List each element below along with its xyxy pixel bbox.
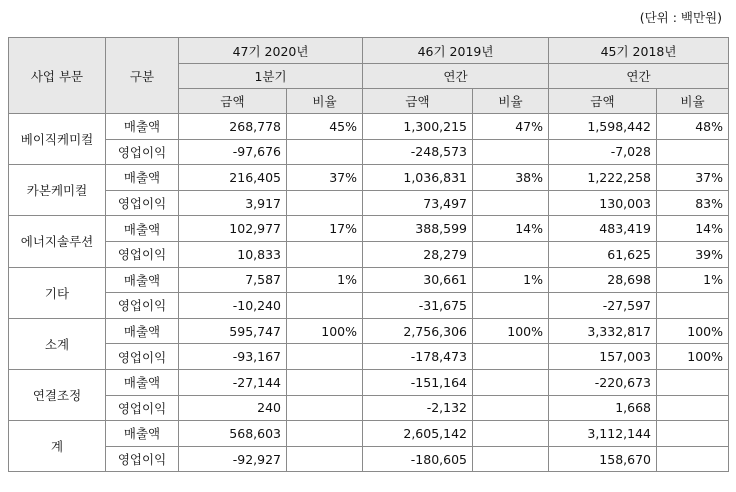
segment-name: 계 [9,421,106,472]
ratio-cell [473,369,549,395]
ratio-cell [657,421,729,447]
ratio-cell: 1% [657,267,729,293]
ratio-cell [657,446,729,472]
table-row [9,139,729,165]
table-body [9,114,729,472]
header-amount: 금액 [363,89,473,114]
table-row [9,421,729,447]
row-label: 매출액 [106,216,179,242]
table-row [9,446,729,472]
row-label: 영업이익 [106,293,179,319]
row-label: 영업이익 [106,395,179,421]
unit-note: (단위 : 백만원) [639,10,722,25]
amount-cell: 10,833 [179,241,287,267]
ratio-cell [473,190,549,216]
table-row [9,344,729,370]
header-ratio: 비율 [287,89,363,114]
table-row [9,114,729,140]
amount-cell: 595,747 [179,318,287,344]
amount-cell: 2,605,142 [363,421,473,447]
amount-cell: 73,497 [363,190,473,216]
header-period-2019: 46기 2019년 [363,38,549,64]
ratio-cell: 100% [287,318,363,344]
ratio-cell: 100% [473,318,549,344]
ratio-cell [287,344,363,370]
header-segment: 사업 부문 [9,38,106,114]
amount-cell: -7,028 [549,139,657,165]
amount-cell: 268,778 [179,114,287,140]
ratio-cell: 45% [287,114,363,140]
row-label: 매출액 [106,114,179,140]
amount-cell: -178,473 [363,344,473,370]
amount-cell: -248,573 [363,139,473,165]
ratio-cell [287,139,363,165]
header-period-2020q1-sub: 1분기 [179,64,363,89]
ratio-cell: 14% [657,216,729,242]
ratio-cell [473,241,549,267]
segment-name: 연결조정 [9,369,106,420]
amount-cell: 158,670 [549,446,657,472]
amount-cell: 28,279 [363,241,473,267]
amount-cell: -220,673 [549,369,657,395]
ratio-cell: 100% [657,344,729,370]
ratio-cell [287,395,363,421]
ratio-cell [473,293,549,319]
amount-cell: 7,587 [179,267,287,293]
amount-cell: 28,698 [549,267,657,293]
amount-cell: -27,597 [549,293,657,319]
ratio-cell: 47% [473,114,549,140]
header-period-2018: 45기 2018년 [549,38,729,64]
table-row [9,267,729,293]
ratio-cell [287,446,363,472]
amount-cell: 1,668 [549,395,657,421]
amount-cell: 3,917 [179,190,287,216]
amount-cell: -10,240 [179,293,287,319]
ratio-cell [473,139,549,165]
financial-segment-table [8,37,729,472]
amount-cell: 1,300,215 [363,114,473,140]
amount-cell: 568,603 [179,421,287,447]
header-type: 구분 [106,38,179,114]
amount-cell: 3,332,817 [549,318,657,344]
ratio-cell [657,139,729,165]
amount-cell: -180,605 [363,446,473,472]
ratio-cell [287,293,363,319]
amount-cell: 216,405 [179,165,287,191]
segment-name: 기타 [9,267,106,318]
ratio-cell: 17% [287,216,363,242]
ratio-cell [473,421,549,447]
table-row [9,395,729,421]
ratio-cell: 39% [657,241,729,267]
segment-name: 에너지솔루션 [9,216,106,267]
amount-cell: -97,676 [179,139,287,165]
table-row [9,318,729,344]
header-period-2018-sub: 연간 [549,64,729,89]
ratio-cell [287,190,363,216]
amount-cell: 1,036,831 [363,165,473,191]
ratio-cell [657,369,729,395]
table-row [9,216,729,242]
row-label: 매출액 [106,318,179,344]
header-period-2019-sub: 연간 [363,64,549,89]
amount-cell: -92,927 [179,446,287,472]
row-label: 매출액 [106,267,179,293]
amount-cell: -31,675 [363,293,473,319]
amount-cell: -27,144 [179,369,287,395]
amount-cell: -151,164 [363,369,473,395]
amount-cell: 157,003 [549,344,657,370]
amount-cell: 130,003 [549,190,657,216]
ratio-cell [287,241,363,267]
amount-cell: 102,977 [179,216,287,242]
row-label: 영업이익 [106,446,179,472]
amount-cell: 1,222,258 [549,165,657,191]
ratio-cell: 1% [287,267,363,293]
ratio-cell [473,395,549,421]
header-ratio: 비율 [473,89,549,114]
segment-name: 카본케미컬 [9,165,106,216]
row-label: 영업이익 [106,139,179,165]
segment-name: 소계 [9,318,106,369]
amount-cell: 388,599 [363,216,473,242]
ratio-cell [657,395,729,421]
ratio-cell: 48% [657,114,729,140]
row-label: 매출액 [106,421,179,447]
row-label: 영업이익 [106,190,179,216]
amount-cell: 2,756,306 [363,318,473,344]
table-row [9,165,729,191]
ratio-cell: 37% [657,165,729,191]
ratio-cell [473,446,549,472]
header-ratio: 비율 [657,89,729,114]
ratio-cell: 38% [473,165,549,191]
amount-cell: -2,132 [363,395,473,421]
row-label: 매출액 [106,165,179,191]
ratio-cell: 1% [473,267,549,293]
ratio-cell: 83% [657,190,729,216]
ratio-cell: 100% [657,318,729,344]
table-row [9,293,729,319]
table-row [9,241,729,267]
amount-cell: 240 [179,395,287,421]
ratio-cell [287,421,363,447]
amount-cell: 1,598,442 [549,114,657,140]
ratio-cell [287,369,363,395]
row-label: 영업이익 [106,241,179,267]
ratio-cell: 14% [473,216,549,242]
header-period-2020q1: 47기 2020년 [179,38,363,64]
amount-cell: 483,419 [549,216,657,242]
segment-name: 베이직케미컬 [9,114,106,165]
amount-cell: 3,112,144 [549,421,657,447]
amount-cell: -93,167 [179,344,287,370]
amount-cell: 30,661 [363,267,473,293]
row-label: 영업이익 [106,344,179,370]
header-amount: 금액 [179,89,287,114]
header-amount: 금액 [549,89,657,114]
table-row [9,190,729,216]
ratio-cell [473,344,549,370]
ratio-cell: 37% [287,165,363,191]
table-row [9,369,729,395]
amount-cell: 61,625 [549,241,657,267]
row-label: 매출액 [106,369,179,395]
ratio-cell [657,293,729,319]
